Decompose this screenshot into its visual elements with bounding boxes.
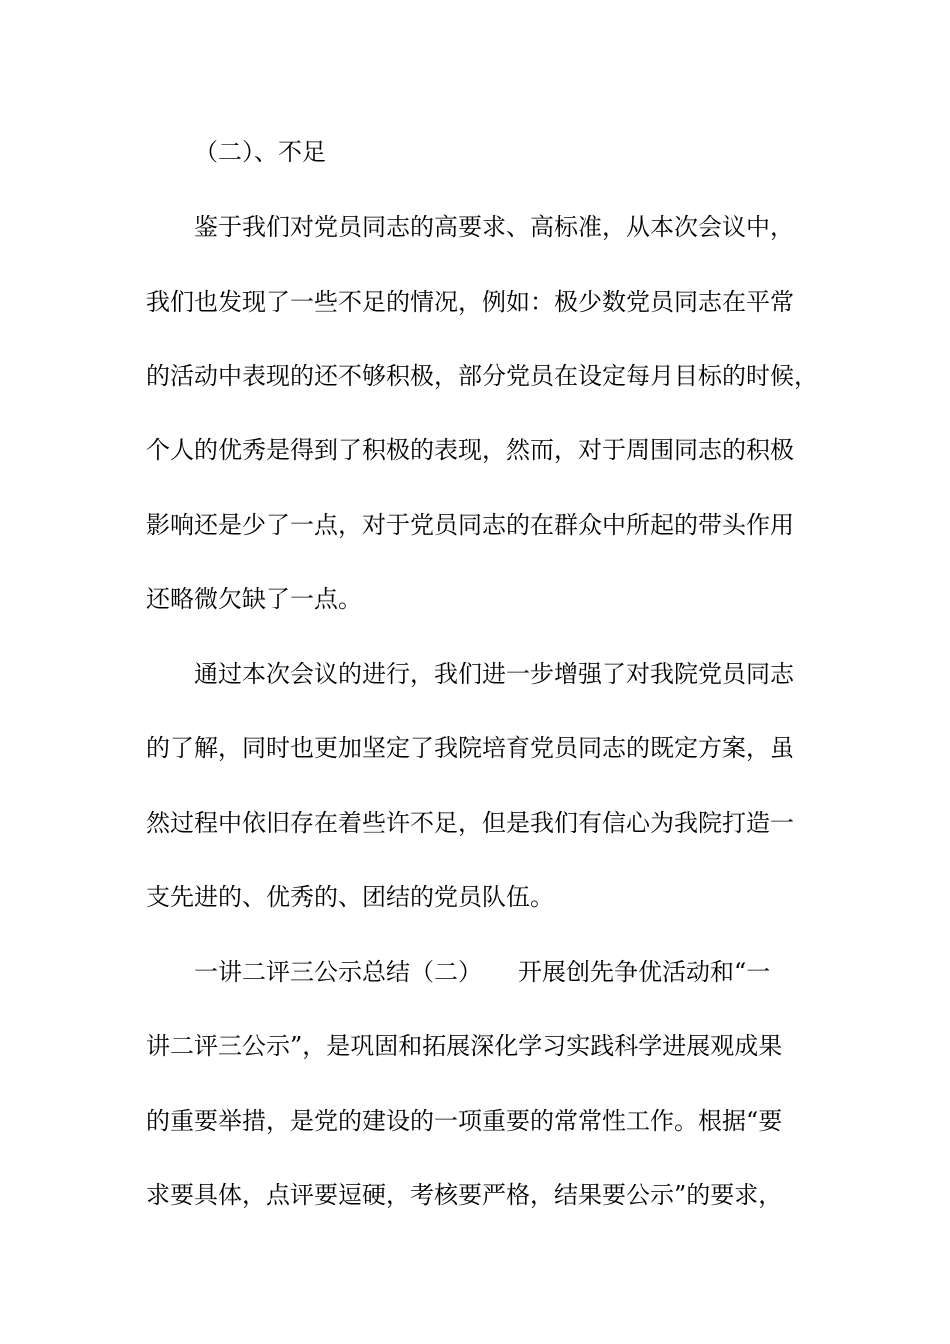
paragraph-line: 的了解，同时也更加坚定了我院培育党员同志的既定方案，虽 xyxy=(146,734,794,762)
paragraph-line: 影响还是少了一点，对于党员同志的在群众中所起的带头作用 xyxy=(146,511,794,539)
paragraph-line: 鉴于我们对党员同志的高要求、高标准，从本次会议中， xyxy=(194,213,794,241)
paragraph-line: 一讲二评三公示总结（二） 开展创先争优活动和“一 xyxy=(194,958,771,986)
paragraph-line: 的活动中表现的还不够积极，部分党员在设定每月目标的时候， xyxy=(146,362,818,390)
paragraph-line: 我们也发现了一些不足的情况，例如：极少数党员同志在平常 xyxy=(146,288,794,316)
paragraph-line: 然过程中依旧存在着些许不足，但是我们有信心为我院打造一 xyxy=(146,809,794,837)
paragraph-line: 的重要举措，是党的建设的一项重要的常常性工作。根据“要 xyxy=(146,1107,783,1135)
paragraph-line: 个人的优秀是得到了积极的表现，然而，对于周围同志的积极 xyxy=(146,436,794,464)
paragraph-line: 通过本次会议的进行，我们进一步增强了对我院党员同志 xyxy=(194,660,794,688)
paragraph-line: 求要具体，点评要逗硬，考核要严格，结果要公示”的要求， xyxy=(146,1181,783,1209)
paragraph-line: 讲二评三公示”，是巩固和拓展深化学习实践科学进展观成果 xyxy=(146,1032,783,1060)
section-heading: （二）、不足 xyxy=(194,138,326,166)
paragraph-line: 支先进的、优秀的、团结的党员队伍。 xyxy=(146,883,554,911)
paragraph-line: 还略微欠缺了一点。 xyxy=(146,585,362,613)
